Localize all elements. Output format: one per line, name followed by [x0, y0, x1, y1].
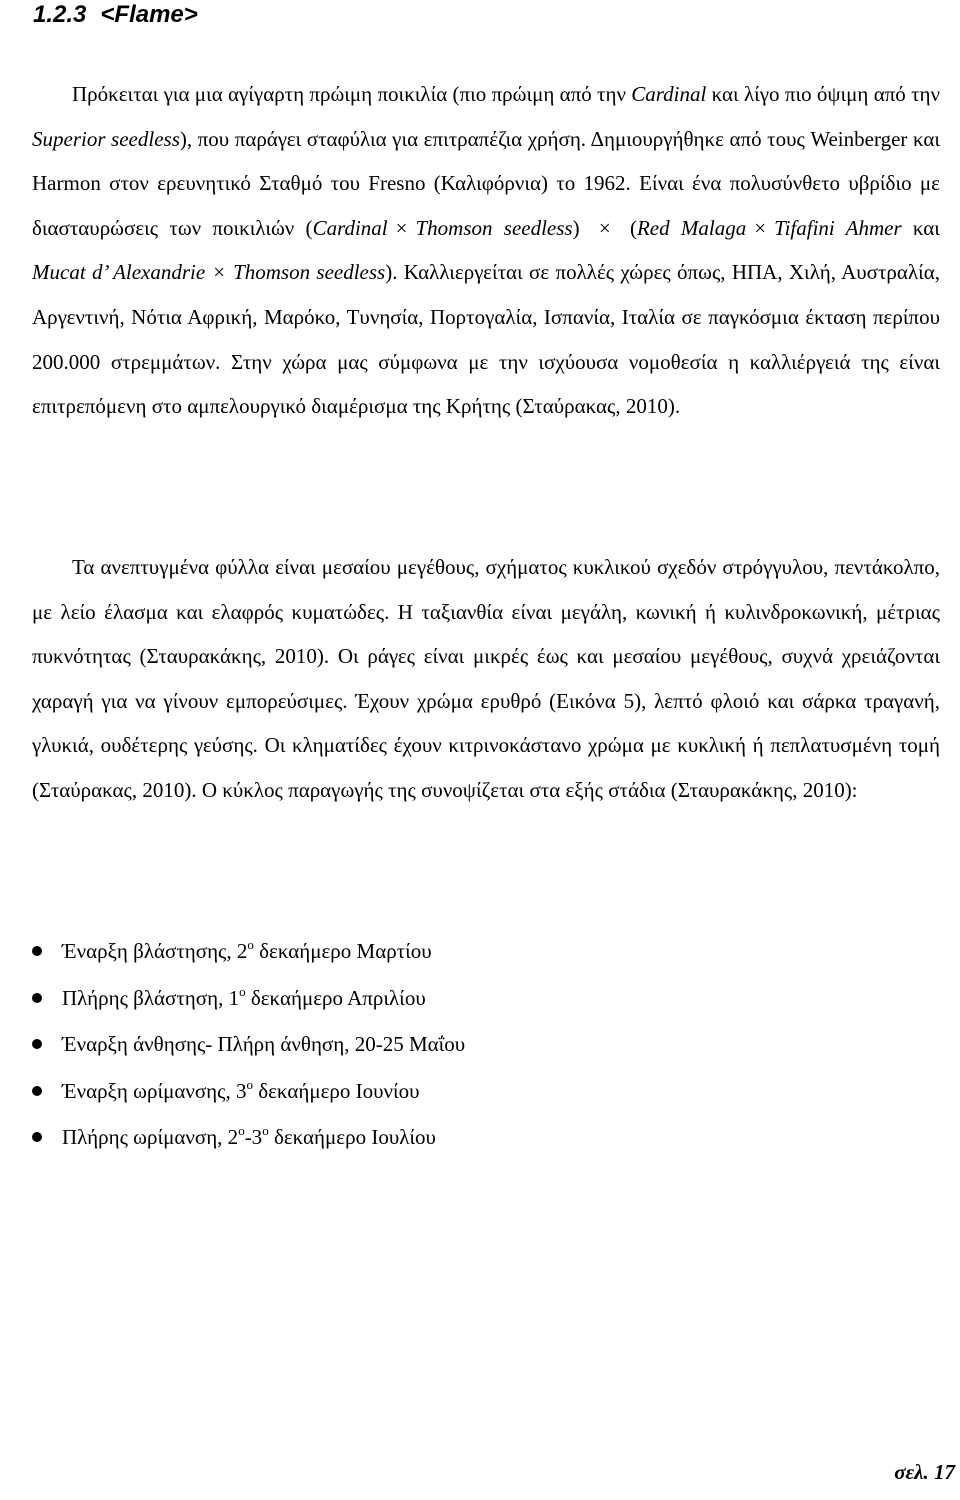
section-heading — [33, 0, 198, 30]
bullet-icon — [32, 1132, 42, 1142]
list-item: Έναρξη άνθησης- Πλήρη άνθηση, 20-25 Μαΐου — [32, 1021, 465, 1068]
cross-symbol: × — [395, 215, 408, 240]
paragraph-description: Πρόκειται για μια αγίγαρτη πρώιμη ποικιλία (πιο πρώιμη από την Cardinal και λίγο πιο όψιμη από την Superior seedless), που παράγει σταφύλια για επιτραπέζια χρήση. Δημιουργήθηκε από τους Weinberger και Harmon στον ερευνητικό Σταθμό του Fresno (Καλιφόρνια) το 1962. Είναι ένα πολυσύνθετο υβρίδιο με διασταυρώσεις των ποικιλιών (Cardinal × Thomson seedless) × (Red Malaga × Tifafini Ahmer και Mucat d’ Alexandrie × Thomson seedless). Καλλιεργείται σε πολλές χώρες όπως, ΗΠΑ, Χιλή, Αυστραλία, Αργεντινή, Νότια Αφρική, Μαρόκο, Τυνησία, Πορτογαλία, Ισπανία, Ιταλία σε παγκόσμια έκταση περίπου 200.000 στρεμμάτων. Στην χώρα μας σύμφωνα με την ισχύουσα νομοθεσία η καλλιέργειά της είναι επιτρεπόμενη στο αμπελουργικό διαμέρισμα της Κρήτης (Σταύρακας, 2010). — [32, 82, 940, 419]
list-item: Έναρξη βλάστησης, $2^o$ δεκαήμερο Μαρτίου — [32, 928, 465, 975]
bullet-icon — [32, 993, 42, 1003]
list-item: Έναρξη ωρίμανσης, $3^o$ δεκαήμερο Ιουνίου — [32, 1068, 465, 1115]
stages-list — [32, 928, 465, 1161]
cross-symbol: × — [754, 215, 767, 240]
list-item: Πλήρης βλάστηση, $1^o$ δεκαήμερο Απριλίου — [32, 975, 465, 1022]
section-number: 1.2.3 — [33, 1, 87, 28]
section-title: <Flame> — [100, 1, 198, 28]
bullet-icon — [32, 946, 42, 956]
bullet-icon — [32, 1086, 42, 1096]
list-item: Πλήρης ωρίμανση, $2^o-3^o$ δεκαήμερο Ιουλίου — [32, 1114, 465, 1161]
cross-symbol: × — [598, 215, 611, 240]
cross-symbol: × — [213, 260, 226, 285]
page-number: σελ. 17 — [894, 1460, 955, 1484]
paragraph-morphology: Τα ανεπτυγμένα φύλλα είναι μεσαίου μεγέθους, σχήματος κυκλικού σχεδόν στρόγγυλου, πεντάκολπο, με λείο έλασμα και ελαφρός κυματώδες. Η ταξιανθία είναι μεγάλη, κωνική ή κυλινδροκωνική, μέτριας πυκνότητας (Σταυρακάκης, 2010). Οι ράγες είναι μικρές έως και μεσαίου μεγέθους, συχνά χρειάζονται χαραγή για να γίνουν εμπορεύσιμες. Έχουν χρώμα ερυθρό (Εικόνα 5), λεπτό φλοιό και σάρκα τραγανή, γλυκιά, ουδέτερης γεύσης. Οι κληματίδες έχουν κιτρινοκάστανο χρώμα με κυκλική ή πεπλατυσμένη τομή (Σταύρακας, 2010). Ο κύκλος παραγωγής της συνοψίζεται στα εξής στάδια (Σταυρακάκης, 2010): — [32, 555, 940, 802]
bullet-icon — [32, 1039, 42, 1049]
